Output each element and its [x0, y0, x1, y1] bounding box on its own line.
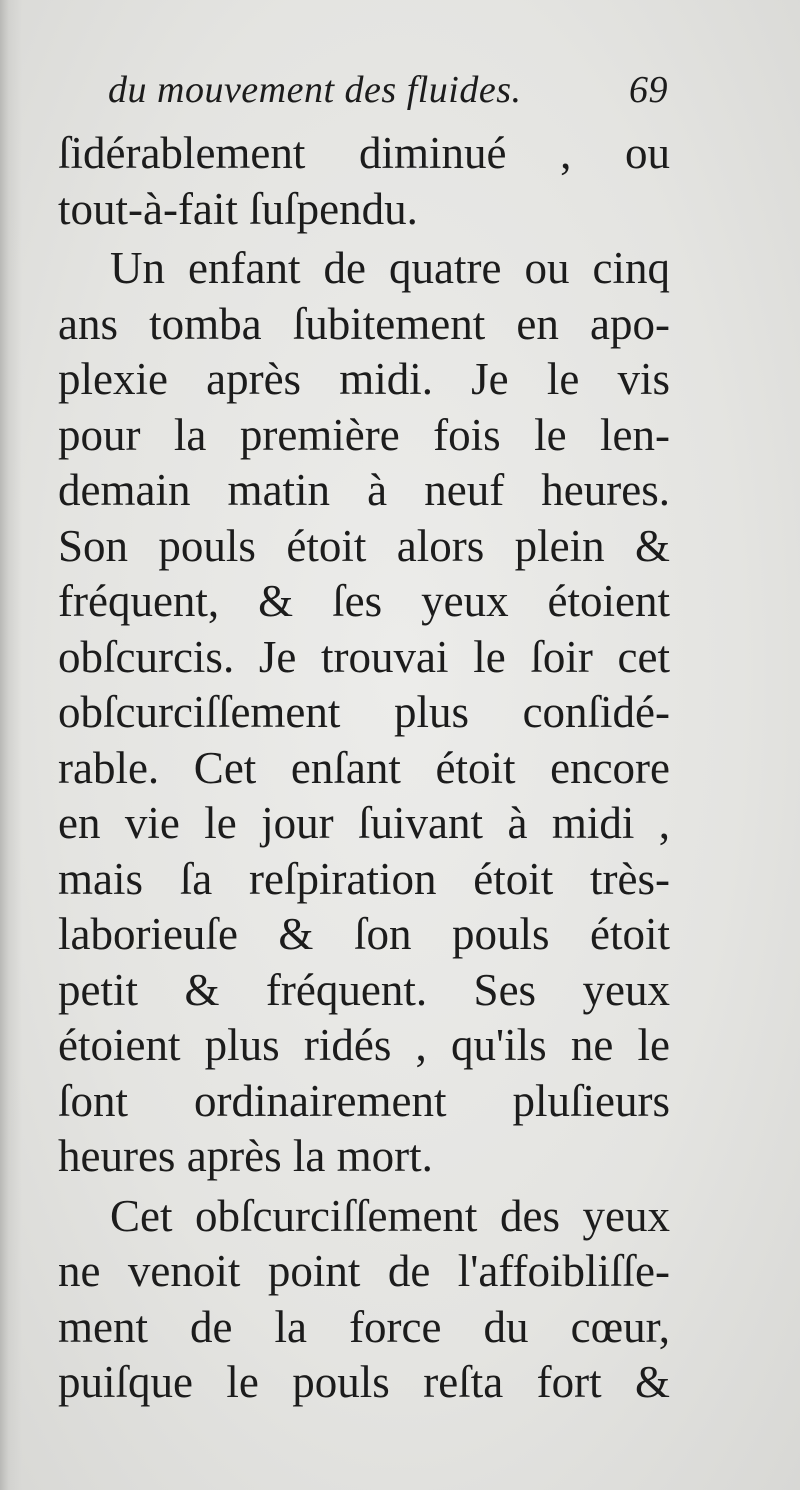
text-line: ſont ordinairement pluſieurs: [58, 1075, 670, 1126]
text-line: demain matin à neuf heures.: [58, 465, 670, 515]
text-line: fréquent, & ſes yeux étoient: [58, 576, 670, 626]
body-text: [58, 126, 670, 1411]
text-line: rable. Cet enſant étoit encore: [58, 742, 670, 793]
text-line: pour la première fois le len-: [58, 409, 670, 460]
page-number: 69: [629, 69, 668, 111]
text-line: laborieuſe & ſon pouls étoit: [58, 909, 670, 959]
paragraph-3: [58, 1189, 670, 1411]
text-line: petit & fréquent. Ses yeux: [58, 964, 670, 1015]
text-line: mais ſa reſpiration étoit très-: [58, 853, 670, 904]
running-title: du mouvement des fluides.: [108, 69, 522, 111]
text-line: Son pouls étoit alors plein &: [58, 520, 670, 571]
paragraph-2: [58, 241, 670, 1185]
binding-shadow: [0, 0, 22, 1490]
text-line: puiſque le pouls reſta fort &: [58, 1357, 670, 1407]
text-line: Cet obſcurciſſement des yeux: [110, 1190, 670, 1241]
text-line: ans tomba ſubitement en apo-: [58, 298, 670, 349]
paragraph-1: [58, 126, 670, 237]
text-line: plexie après midi. Je le vis: [58, 354, 670, 404]
text-line: étoient plus ridés , qu'ils ne le: [58, 1020, 670, 1070]
text-line: tout-à-fait ſuſpendu.: [58, 183, 418, 234]
text-line: heures après la mort.: [58, 1131, 433, 1181]
text-line: en vie le jour ſuivant à midi ,: [58, 798, 670, 848]
text-line: ſidérablement diminué , ou: [58, 128, 670, 178]
text-line: obſcurcis. Je trouvai le ſoir cet: [58, 631, 670, 682]
text-line: obſcurciſſement plus conſidé-: [58, 687, 670, 737]
text-line: ment de la force du cœur,: [58, 1301, 670, 1352]
text-line: Un enfant de quatre ou cinq: [110, 243, 670, 293]
text-line: ne venoit point de l'affoibliſſe-: [58, 1246, 670, 1296]
running-header: [108, 68, 668, 128]
